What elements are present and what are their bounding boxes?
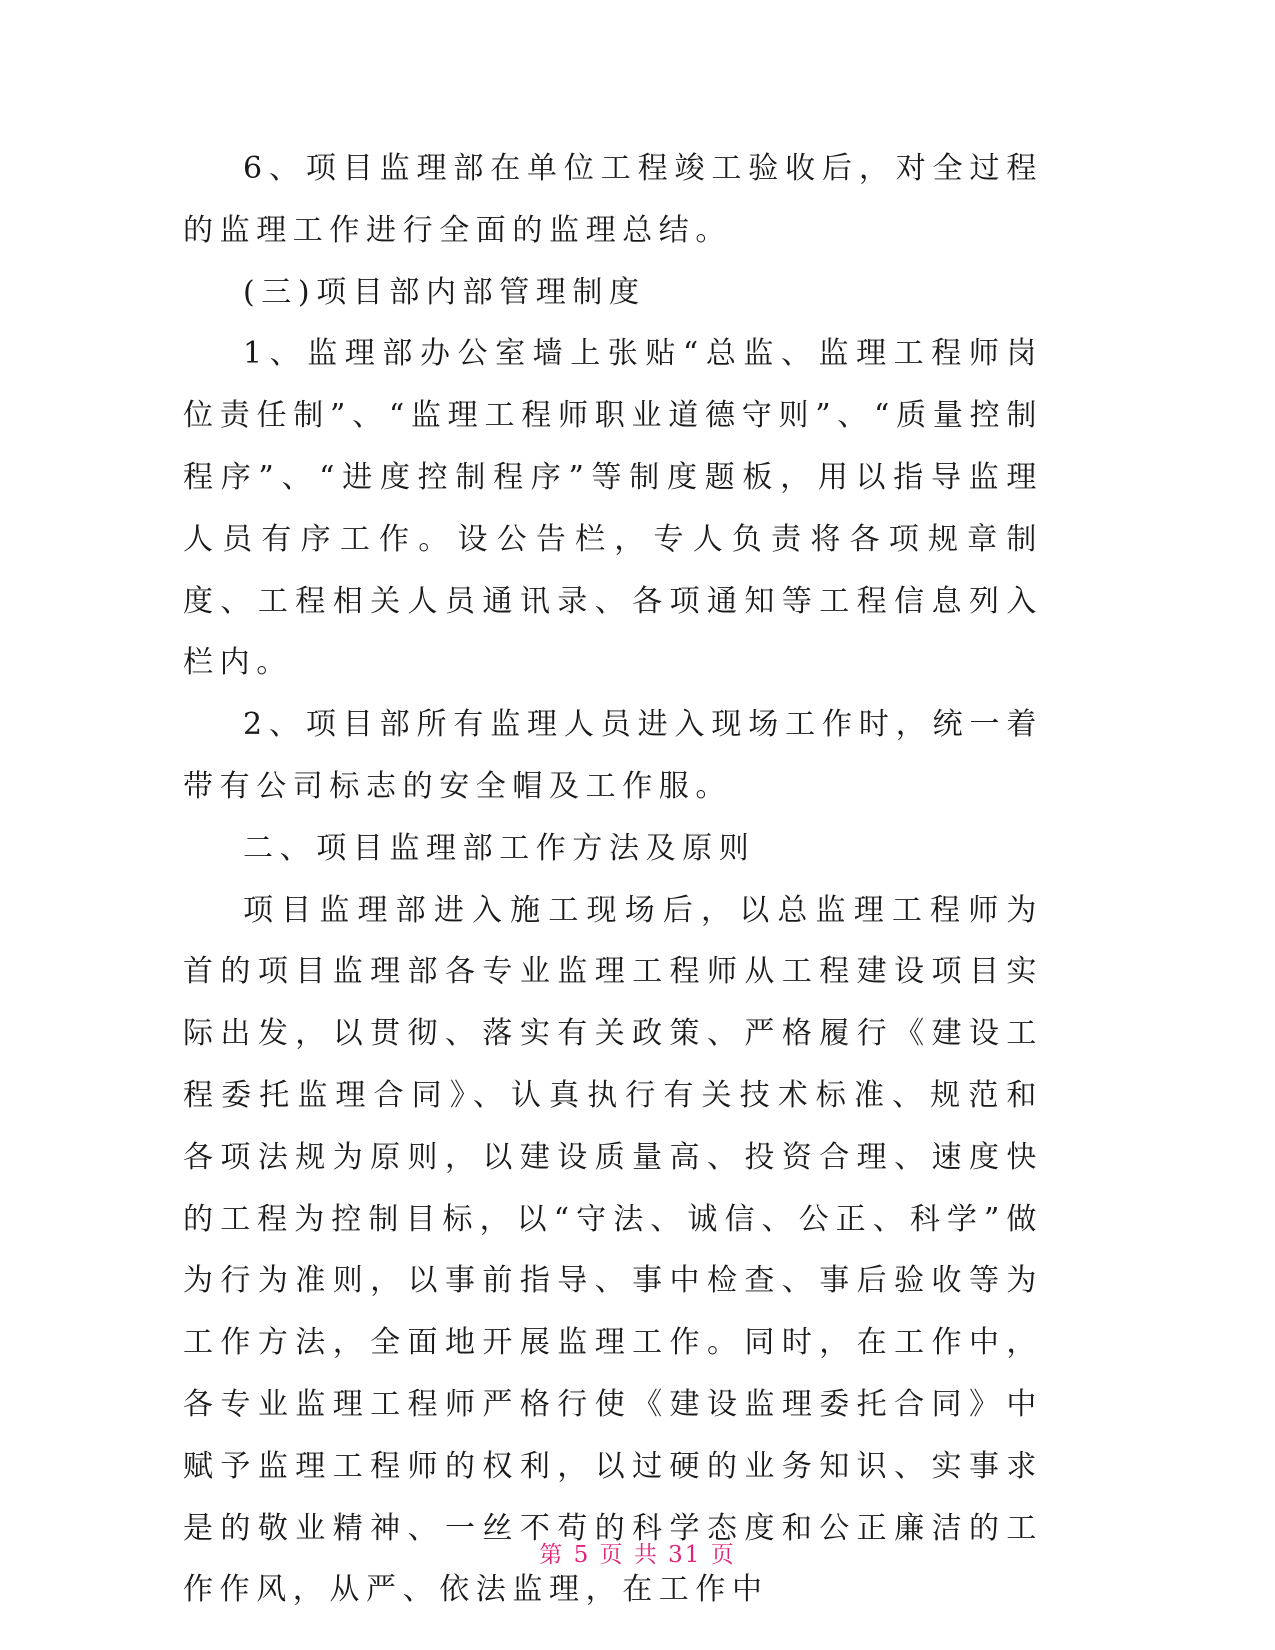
section-heading-work-methods: 二、项目监理部工作方法及原则 <box>243 830 756 866</box>
paragraph-office-rules: 1、监理部办公室墙上张贴“总监、监理工程师岗位责任制”、“监理工程师职业道德守则”、“质量控制程序”、“进度控制程序”等制度题板，用以指导监理人员有序工作。设公告栏，专人负责将各项规章制度、工程相关人员通讯录、各项通知等工程信息列入栏内。 <box>183 336 1043 681</box>
page-number-footer: 第 5 页 共 31 页 <box>539 1542 736 1568</box>
paragraph-summary: 6、项目监理部在单位工程竣工验收后，对全过程的监理工作进行全面的监理总结。 <box>183 151 1043 248</box>
section-heading-internal-management: (三)项目部内部管理制度 <box>243 274 646 310</box>
paragraph-work-principles: 项目监理部进入施工现场后，以总监理工程师为首的项目监理部各专业监理工程师从工程建设项目实际出发，以贯彻、落实有关政策、严格履行《建设工程委托监理合同》、认真执行有关技术标准、规范和各项法规为原则，以建设质量高、投资合理、速度快的工程为控制目标，以“守法、诚信、公正、科学”做为行为准则，以事前指导、事中检查、事后验收等为工作方法，全面地开展监理工作。同时，在工作中，各专业监理工程师严格行使《建设监理委托合同》中赋予监理工程师的权利，以过硬的业务知识、实事求是的敬业精神、一丝不苟的科学态度和公正廉洁的工作作风，从严、依法监理，在工作中 <box>183 892 1043 1608</box>
document-body <box>183 138 1043 1621</box>
paragraph-safety-gear: 2、项目部所有监理人员进入现场工作时，统一着带有公司标志的安全帽及工作服。 <box>183 707 1043 804</box>
